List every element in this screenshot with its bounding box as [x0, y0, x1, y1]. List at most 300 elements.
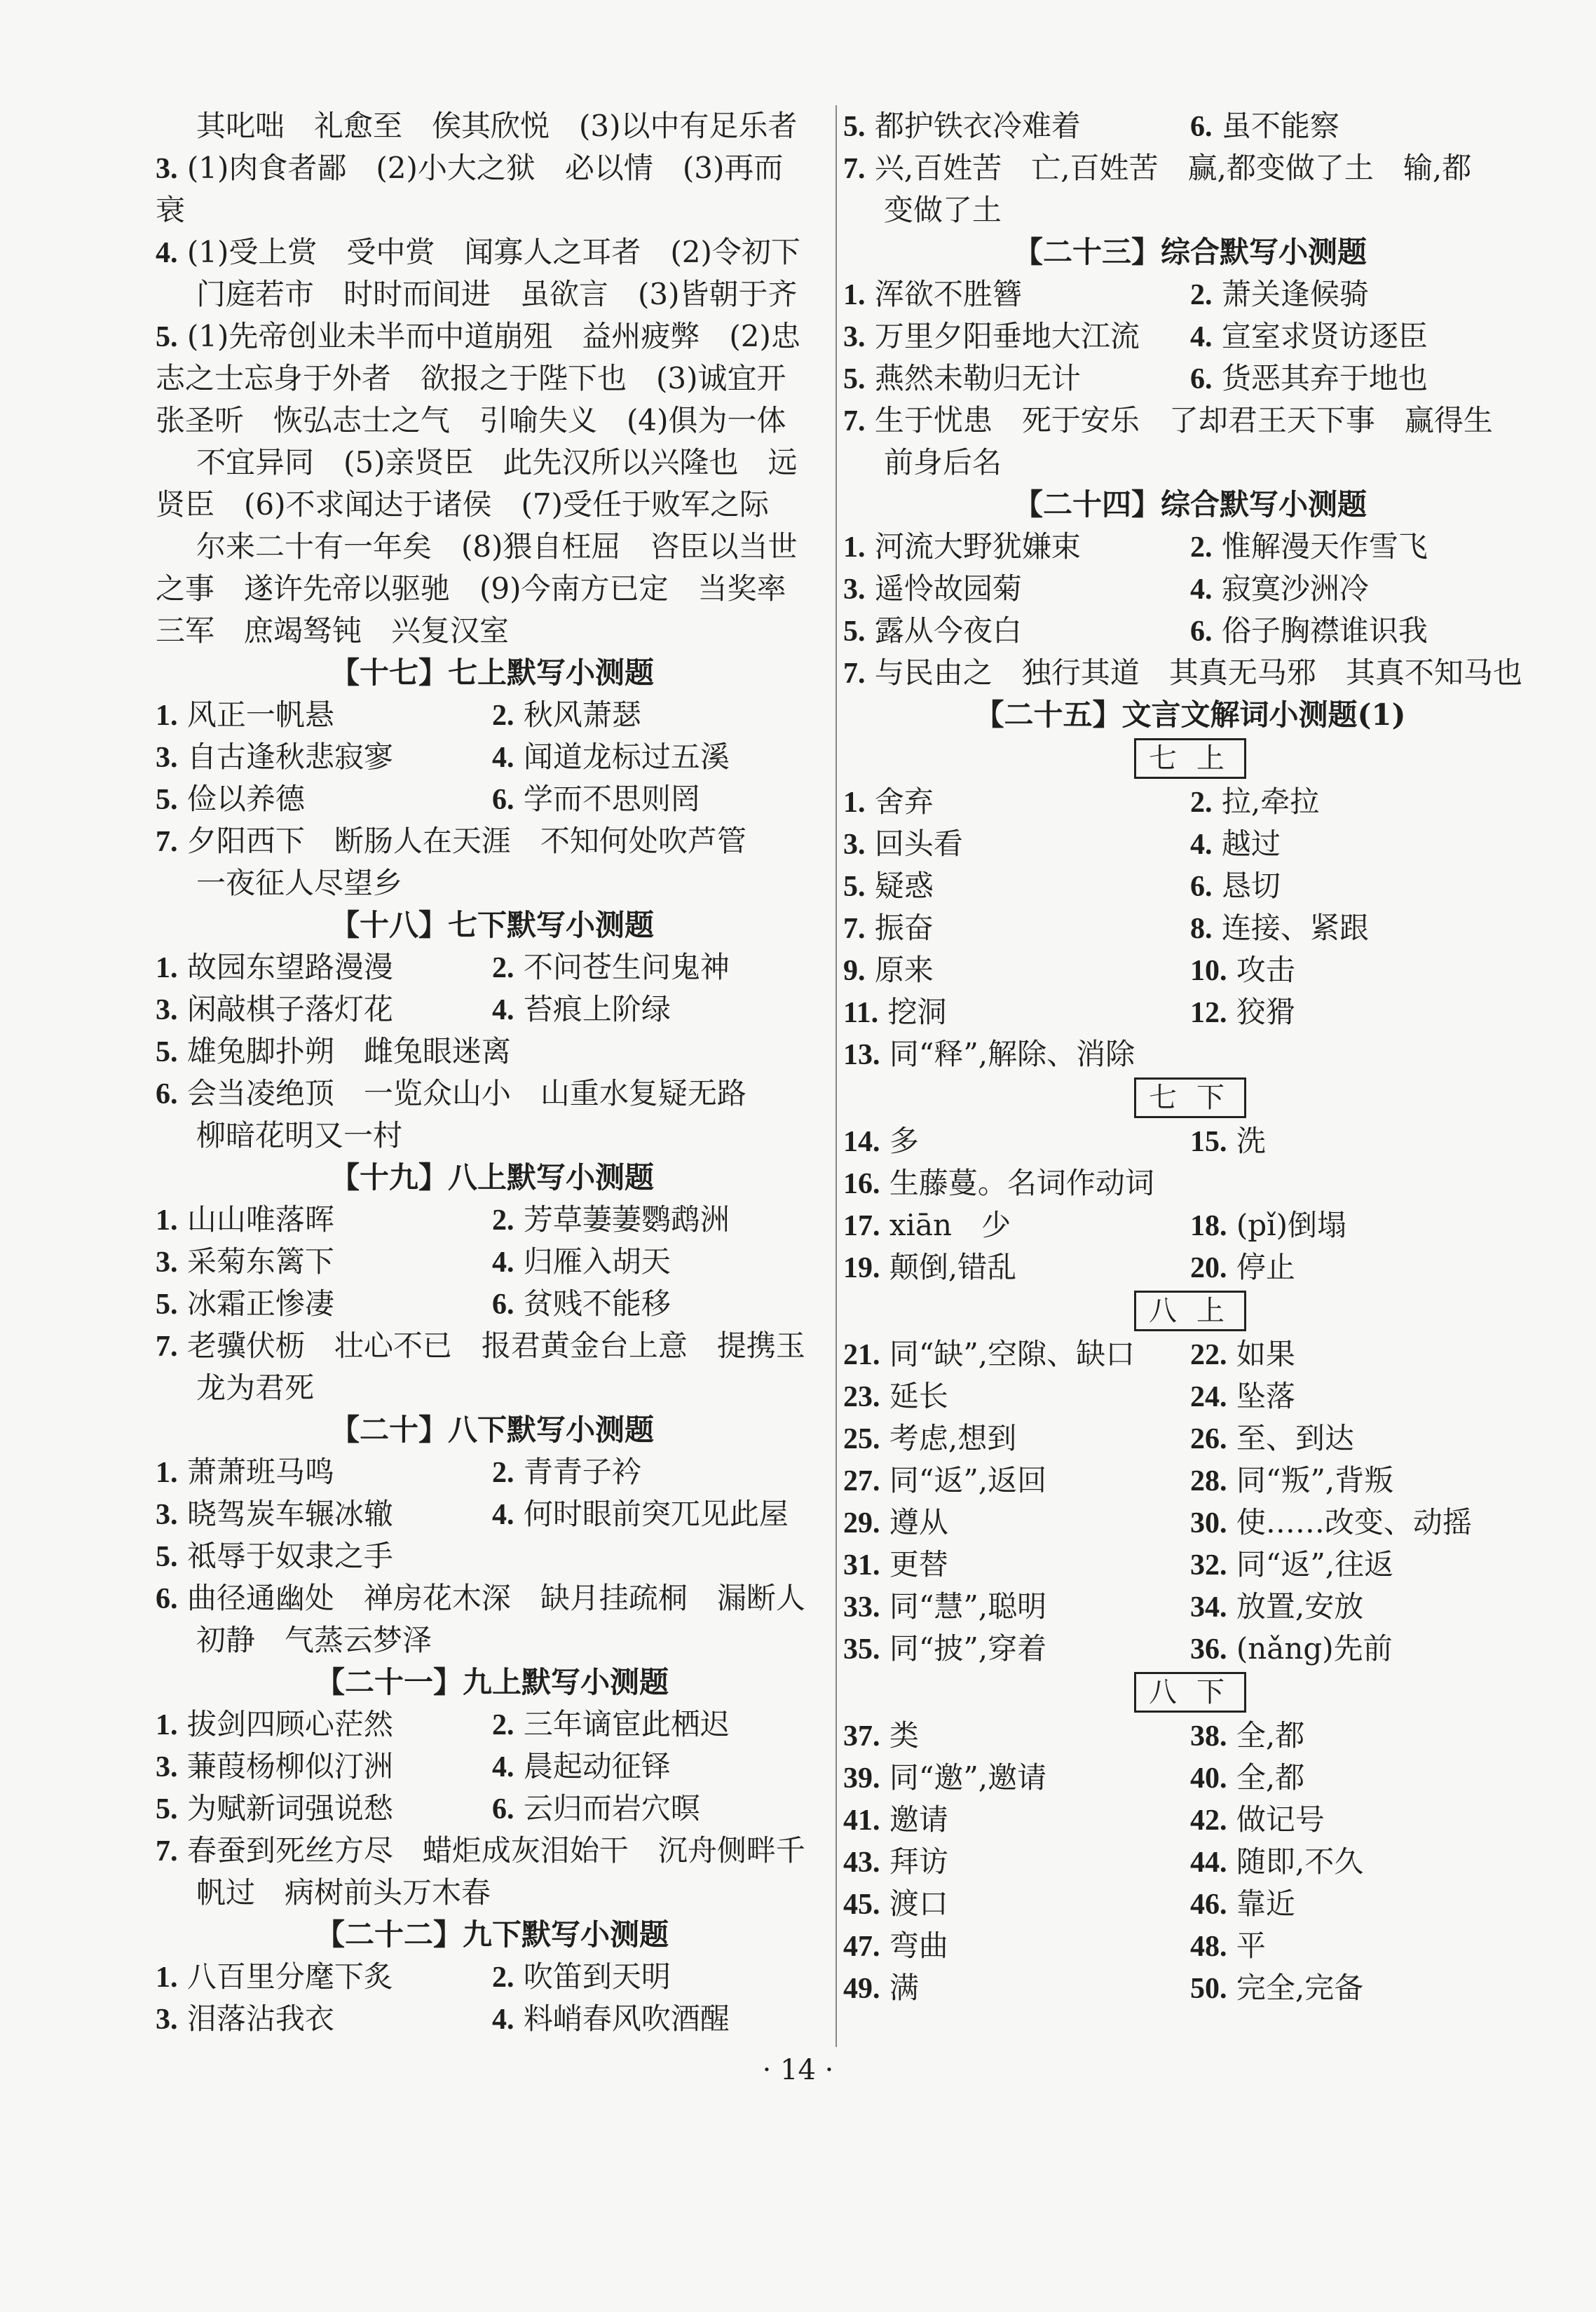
answer-item — [843, 823, 1190, 866]
item-number: 15. — [1190, 1126, 1227, 1158]
answer-item — [843, 1502, 1190, 1544]
answer-item — [843, 610, 1190, 653]
answer-item — [843, 1544, 1190, 1586]
item-number: 6. — [492, 784, 514, 816]
answer-row — [156, 1283, 828, 1325]
answer-item — [1190, 907, 1537, 950]
answer-row — [843, 823, 1537, 865]
item-number: 5. — [156, 784, 178, 816]
item-text: 春蚕到死丝方尽 蜡炬成灰泪始干 沉舟侧畔千 — [186, 1833, 805, 1868]
item-number: 5. — [843, 871, 866, 903]
answer-row — [843, 568, 1537, 610]
answer-line — [843, 400, 1537, 442]
answer-item — [1190, 1967, 1537, 2010]
answer-item — [1190, 1715, 1537, 1757]
right-column — [843, 105, 1537, 2009]
answer-item — [1190, 1246, 1537, 1289]
answer-continuation — [156, 1367, 828, 1409]
answer-line — [156, 231, 828, 273]
item-text: 弯曲 — [889, 1929, 948, 1963]
answer-row — [843, 991, 1537, 1033]
item-text: (pǐ)倒塌 — [1236, 1208, 1346, 1242]
answer-item — [492, 736, 828, 779]
item-text: 同“邀”,邀请 — [889, 1760, 1047, 1795]
answer-item — [1190, 1204, 1537, 1247]
item-text: 三年谪宦此栖迟 — [523, 1707, 730, 1741]
item-number: 1. — [843, 787, 866, 819]
answer-line — [156, 820, 828, 862]
item-text: 尔来二十有一年矣 (8)猥自枉屈 咨臣以当世 — [196, 529, 798, 564]
item-text: 一夜征人尽望乡 — [196, 866, 403, 900]
answer-continuation — [156, 105, 828, 147]
answer-continuation — [156, 189, 828, 231]
item-text: 故园东望路漫漫 — [186, 950, 393, 984]
answer-item — [1190, 1757, 1537, 1800]
answer-item — [843, 273, 1190, 316]
item-text: 拔剑四顾心茫然 — [186, 1707, 393, 1741]
item-number: 3. — [156, 1246, 178, 1279]
item-text: 料峭春风吹酒醒 — [523, 2001, 730, 2036]
item-text: 同“披”,穿着 — [889, 1631, 1047, 1666]
answer-item — [1190, 865, 1537, 908]
item-text: 完全,完备 — [1236, 1971, 1364, 2005]
item-number: 18. — [1190, 1210, 1227, 1242]
item-number: 7. — [843, 153, 866, 185]
answer-line — [156, 1577, 828, 1619]
item-number: 2. — [492, 1961, 514, 1994]
item-number: 7. — [843, 913, 866, 945]
item-text: 蒹葭杨柳似汀洲 — [186, 1749, 393, 1783]
answer-item — [843, 1417, 1190, 1460]
item-text: 贫贱不能移 — [523, 1286, 671, 1321]
answer-item — [1190, 526, 1537, 569]
item-text: (1)受上赏 受中赏 闻寡人之耳者 (2)令初下 — [186, 235, 800, 269]
item-text: 与民由之 独行其道 其真无马邪 其真不知马也 — [874, 655, 1522, 690]
item-number: 16. — [843, 1168, 880, 1200]
answer-row — [843, 315, 1537, 358]
answer-continuation — [156, 568, 828, 610]
answer-item — [156, 988, 492, 1031]
item-text: 衰 — [156, 193, 186, 227]
answer-row — [156, 1998, 828, 2040]
item-text: 同“叛”,背叛 — [1236, 1463, 1394, 1497]
answer-item — [156, 946, 492, 989]
answer-row — [156, 1451, 828, 1493]
answer-item — [843, 1925, 1190, 1968]
answer-item — [156, 1451, 492, 1494]
item-text: 连接、紧跟 — [1221, 911, 1369, 945]
answer-row — [156, 1704, 828, 1746]
item-number: 2. — [492, 700, 514, 732]
item-number: 3. — [156, 994, 178, 1026]
answer-line — [156, 315, 828, 358]
item-number: 5. — [156, 321, 178, 353]
item-text: 越过 — [1221, 827, 1281, 861]
answer-item — [843, 781, 1190, 824]
item-text: 晨起动征铎 — [523, 1749, 671, 1783]
answer-continuation — [156, 442, 828, 484]
item-number: 37. — [843, 1720, 880, 1753]
item-text: 何时眼前突兀见此屋 — [523, 1497, 789, 1531]
answer-item — [156, 1956, 492, 1999]
item-text: 老骥伏枥 壮心不已 报君黄金台上意 提携玉 — [186, 1328, 805, 1363]
item-text: 宣室求贤访逐臣 — [1221, 319, 1428, 353]
item-number: 35. — [843, 1633, 880, 1666]
item-text: 如果 — [1236, 1337, 1295, 1371]
answer-item — [843, 1757, 1190, 1800]
item-text: 云归而岩穴暝 — [523, 1791, 700, 1825]
item-number: 1. — [843, 531, 866, 564]
item-number: 39. — [843, 1762, 880, 1795]
item-number: 4. — [492, 1499, 514, 1531]
answer-item — [843, 1628, 1190, 1671]
answer-row — [843, 1628, 1537, 1670]
item-number: 1. — [156, 952, 178, 984]
answer-item — [1190, 610, 1537, 653]
item-text: 雄兔脚扑朔 雌兔眼迷离 — [186, 1034, 511, 1068]
item-text: 帆过 病树前头万木春 — [196, 1875, 491, 1910]
answer-item — [843, 1715, 1190, 1757]
answer-continuation — [156, 1872, 828, 1914]
item-number: 17. — [843, 1210, 880, 1242]
item-text: 邀请 — [889, 1802, 948, 1837]
item-text: 之事 遂许先帝以驱驰 (9)今南方已定 当奖率 — [156, 571, 786, 606]
item-number: 4. — [492, 2004, 514, 2036]
section-heading: 【二十五】文言文解词小测题(1) — [974, 698, 1406, 732]
answer-item — [843, 1799, 1190, 1842]
answer-row — [843, 1757, 1537, 1799]
item-number: 24. — [1190, 1381, 1227, 1413]
section-heading: 【二十二】九下默写小测题 — [315, 1917, 669, 1952]
item-number: 10. — [1190, 955, 1227, 987]
answer-item — [492, 1199, 828, 1242]
item-text: 恳切 — [1221, 869, 1281, 903]
answer-row — [843, 358, 1537, 400]
item-text: 龙为君死 — [196, 1371, 315, 1405]
item-text: 曲径通幽处 禅房花木深 缺月挂疏桐 漏断人 — [186, 1581, 805, 1615]
item-text: 使……改变、动摇 — [1236, 1505, 1472, 1539]
section-heading: 【二十一】九上默写小测题 — [315, 1665, 669, 1699]
item-text: 浑欲不胜簪 — [874, 277, 1022, 311]
answer-item — [843, 1586, 1190, 1628]
item-text: 同“返”,返回 — [889, 1463, 1047, 1497]
item-text: 不问苍生问鬼神 — [523, 950, 730, 984]
item-text: 萧关逢候骑 — [1221, 277, 1369, 311]
item-number: 5. — [843, 111, 866, 143]
item-number: 1. — [843, 279, 866, 311]
answer-line — [156, 1535, 828, 1577]
answer-row — [843, 907, 1537, 949]
item-text: 山山唯落晖 — [186, 1202, 334, 1237]
item-text: 芳草萋萋鹦鹉洲 — [523, 1202, 730, 1237]
answer-item — [1190, 781, 1537, 824]
item-number: 6. — [492, 1288, 514, 1321]
answer-item — [1190, 273, 1537, 316]
page-number: · 14 · — [762, 2054, 834, 2086]
item-text: 考虑,想到 — [889, 1421, 1017, 1455]
item-text: 夕阳西下 断肠人在天涯 不知何处吹芦管 — [186, 824, 746, 858]
answer-item — [843, 1883, 1190, 1926]
answer-row — [843, 1502, 1537, 1544]
answer-item — [492, 988, 828, 1031]
answer-item — [156, 1241, 492, 1284]
grade-box: 八下 — [1134, 1672, 1246, 1713]
item-number: 2. — [492, 1204, 514, 1237]
answer-row — [843, 1204, 1537, 1246]
answer-item — [492, 1746, 828, 1788]
item-number: 7. — [156, 826, 178, 858]
answer-line — [156, 1031, 828, 1073]
item-text: 兴,百姓苦 亡,百姓苦 赢,都变做了土 输,都 — [874, 151, 1472, 185]
item-number: 7. — [843, 405, 866, 437]
item-number: 3. — [156, 2004, 178, 2036]
answer-item — [156, 778, 492, 821]
answer-item — [156, 1283, 492, 1326]
item-text: 学而不思则罔 — [523, 782, 700, 816]
item-number: 4. — [492, 1751, 514, 1783]
item-number: 42. — [1190, 1804, 1227, 1837]
item-number: 49. — [843, 1973, 880, 2005]
item-number: 48. — [1190, 1931, 1227, 1963]
section-heading: 【二十三】综合默写小测题 — [1013, 235, 1367, 269]
answer-continuation — [156, 273, 828, 315]
grade-label — [843, 1288, 1537, 1333]
item-text: 燕然未勒归无计 — [874, 361, 1081, 395]
item-number: 5. — [156, 1793, 178, 1825]
answer-item — [492, 1283, 828, 1326]
item-number: 1. — [156, 1457, 178, 1489]
answer-line — [843, 147, 1537, 189]
answer-item — [492, 778, 828, 821]
item-number: 4. — [156, 237, 178, 269]
answer-item — [843, 1204, 1190, 1247]
item-text: 俗子胸襟谁识我 — [1221, 613, 1428, 648]
answer-row — [156, 1746, 828, 1788]
item-text: 同“释”,解除、消除 — [889, 1037, 1135, 1071]
answer-item — [843, 1120, 1190, 1163]
item-text: 遥怜故园菊 — [874, 571, 1022, 606]
item-text: 门庭若市 时时而间进 虽欲言 (3)皆朝于齐 — [196, 277, 798, 311]
section-heading: 【二十】八下默写小测题 — [329, 1413, 654, 1447]
item-text: 攻击 — [1236, 953, 1295, 987]
item-text: 初静 气蒸云梦泽 — [196, 1623, 432, 1657]
answer-item — [843, 949, 1190, 992]
answer-item — [1190, 1883, 1537, 1926]
item-text: 振奋 — [874, 911, 934, 945]
item-number: 2. — [492, 1457, 514, 1489]
answer-item — [492, 1241, 828, 1284]
answer-item — [156, 1493, 492, 1536]
item-text: (nǎng)先前 — [1236, 1631, 1393, 1666]
item-number: 1. — [156, 700, 178, 732]
answer-item — [1190, 1502, 1537, 1544]
answer-row — [843, 1586, 1537, 1628]
item-number: 38. — [1190, 1720, 1227, 1753]
answer-item — [1190, 1375, 1537, 1418]
item-number: 43. — [843, 1847, 880, 1879]
item-number: 32. — [1190, 1549, 1227, 1582]
answer-row — [843, 105, 1537, 147]
item-text: 露从今夜白 — [874, 613, 1022, 648]
item-text: 洗 — [1236, 1124, 1266, 1158]
grade-box: 七下 — [1134, 1077, 1246, 1118]
answer-row — [156, 736, 828, 778]
answer-item — [1190, 1120, 1537, 1163]
answer-continuation — [843, 189, 1537, 231]
item-text: 闲敲棋子落灯花 — [186, 992, 393, 1026]
item-text: 坠落 — [1236, 1379, 1295, 1413]
item-text: 疑惑 — [874, 869, 934, 903]
section-heading: 【十七】七上默写小测题 — [329, 655, 654, 690]
answer-item — [1190, 949, 1537, 992]
item-text: 风正一帆悬 — [186, 698, 334, 732]
item-text: 变做了土 — [884, 193, 1002, 227]
answer-row — [843, 1460, 1537, 1502]
answer-row — [156, 1241, 828, 1283]
answer-row — [156, 1788, 828, 1830]
item-text: 全,都 — [1236, 1760, 1305, 1795]
item-text: 采菊东篱下 — [186, 1244, 334, 1279]
item-text: 三军 庶竭驽钝 兴复汉室 — [156, 613, 510, 648]
answer-item — [492, 946, 828, 989]
item-number: 22. — [1190, 1339, 1227, 1371]
item-number: 13. — [843, 1039, 880, 1071]
answer-item — [843, 991, 1190, 1034]
item-number: 45. — [843, 1889, 880, 1921]
item-text: 会当凌绝顶 一览众山小 山重水复疑无路 — [186, 1076, 746, 1110]
answer-continuation — [156, 400, 828, 442]
item-number: 1. — [156, 1961, 178, 1994]
item-text: 河流大野犹嫌束 — [874, 529, 1081, 564]
item-text: 停止 — [1236, 1250, 1295, 1284]
answer-item — [156, 736, 492, 779]
item-number: 3. — [156, 153, 178, 185]
item-text: 晓驾炭车辗冰辙 — [186, 1497, 393, 1531]
item-text: 都护铁衣冷难着 — [874, 109, 1081, 143]
item-text: 货恶其弃于地也 — [1221, 361, 1428, 395]
item-text: 随即,不久 — [1236, 1844, 1364, 1879]
item-text: 生藤蔓。名词作动词 — [889, 1166, 1154, 1200]
item-text: 闻道龙标过五溪 — [523, 740, 730, 774]
item-number: 2. — [1190, 787, 1213, 819]
item-text: 颠倒,错乱 — [889, 1250, 1017, 1284]
item-number: 46. — [1190, 1889, 1227, 1921]
item-number: 6. — [1190, 111, 1213, 143]
answer-item — [843, 315, 1190, 358]
item-number: 4. — [492, 994, 514, 1026]
answer-line — [843, 1033, 1537, 1075]
item-text: 归雁入胡天 — [523, 1244, 671, 1279]
answer-item — [843, 1967, 1190, 2010]
item-number: 6. — [1190, 616, 1213, 648]
item-number: 4. — [1190, 573, 1213, 606]
item-number: 3. — [843, 829, 866, 861]
answer-item — [843, 1841, 1190, 1884]
answer-item — [492, 1493, 828, 1536]
item-text: 原来 — [874, 953, 934, 987]
item-text: 满 — [889, 1971, 919, 2005]
item-text: 全,都 — [1236, 1718, 1305, 1753]
answer-item — [1190, 105, 1537, 148]
item-text: 八百里分麾下炙 — [186, 1959, 393, 1994]
item-number: 3. — [156, 1751, 178, 1783]
answer-item — [492, 1451, 828, 1494]
item-number: 9. — [843, 955, 866, 987]
item-text: 生于忧患 死于安乐 了却君王天下事 赢得生 — [874, 403, 1493, 437]
answer-row — [156, 778, 828, 820]
item-number: 41. — [843, 1804, 880, 1837]
item-text: 自古逢秋悲寂寥 — [186, 740, 393, 774]
item-text: 同“缺”,空隙、缺口 — [889, 1337, 1135, 1371]
item-number: 6. — [156, 1583, 178, 1615]
item-text: 苔痕上阶绿 — [523, 992, 671, 1026]
answer-item — [1190, 1544, 1537, 1586]
item-number: 2. — [1190, 531, 1213, 564]
item-number: 5. — [156, 1036, 178, 1068]
item-number: 47. — [843, 1931, 880, 1963]
item-text: 不宜异同 (5)亲贤臣 此先汉所以兴隆也 远 — [196, 445, 798, 480]
answer-item — [1190, 823, 1537, 866]
item-number: 7. — [843, 658, 866, 690]
answer-row — [843, 1375, 1537, 1417]
item-number: 40. — [1190, 1762, 1227, 1795]
answer-row — [843, 610, 1537, 652]
answer-row — [156, 1493, 828, 1535]
item-number: 12. — [1190, 997, 1227, 1029]
item-text: 秋风萧瑟 — [523, 698, 641, 732]
item-number: 3. — [156, 742, 178, 774]
answer-item — [1190, 1460, 1537, 1502]
answer-row — [843, 1799, 1537, 1841]
grade-label — [843, 1670, 1537, 1715]
item-number: 7. — [156, 1331, 178, 1363]
answer-item — [843, 1246, 1190, 1289]
item-text: 挖洞 — [887, 995, 947, 1029]
item-text: xiān 少 — [889, 1208, 1011, 1242]
item-number: 2. — [492, 1709, 514, 1741]
answer-item — [1190, 1417, 1537, 1460]
item-text: 遵从 — [889, 1505, 948, 1539]
item-number: 19. — [843, 1252, 880, 1284]
item-number: 5. — [843, 616, 866, 648]
answer-row — [843, 1246, 1537, 1288]
item-number: 26. — [1190, 1423, 1227, 1455]
answer-item — [1190, 315, 1537, 358]
item-number: 1. — [156, 1204, 178, 1237]
item-text: 志之士忘身于外者 欲报之于陛下也 (3)诚宜开 — [156, 361, 786, 395]
answer-row — [156, 1956, 828, 1998]
answer-row — [843, 1967, 1537, 2009]
item-number: 5. — [843, 363, 866, 395]
left-column — [156, 105, 828, 2040]
answer-item — [1190, 1628, 1537, 1671]
answer-item — [492, 1998, 828, 2041]
answer-item — [843, 1333, 1190, 1376]
answer-row — [156, 694, 828, 736]
answer-row — [843, 526, 1537, 568]
item-text: 万里夕阳垂地大江流 — [874, 319, 1140, 353]
item-text: 狡猾 — [1236, 995, 1295, 1029]
item-number: 20. — [1190, 1252, 1227, 1284]
item-number: 6. — [156, 1078, 178, 1110]
item-number: 4. — [1190, 829, 1213, 861]
answer-item — [843, 105, 1190, 148]
item-number: 30. — [1190, 1507, 1227, 1539]
item-text: 张圣听 恢弘志士之气 引喻失义 (4)俱为一体 — [156, 403, 786, 437]
item-number: 2. — [492, 952, 514, 984]
item-number: 27. — [843, 1465, 880, 1497]
item-number: 29. — [843, 1507, 880, 1539]
